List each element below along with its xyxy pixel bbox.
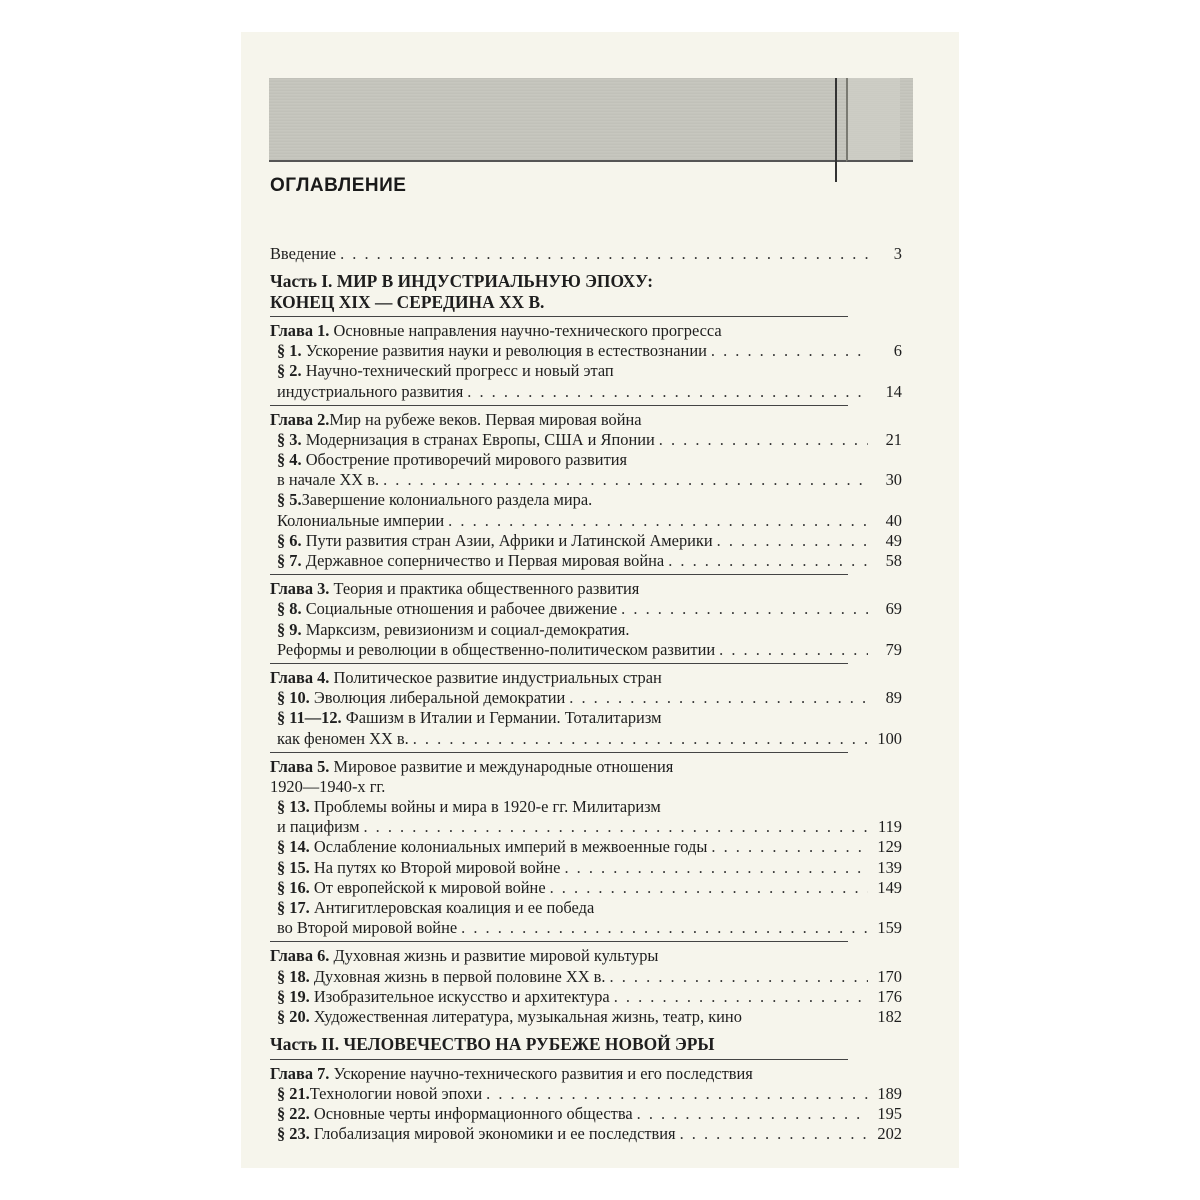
section-number: § 9. [277, 619, 302, 639]
chapter-label: Глава 7. [270, 1063, 330, 1083]
toc-page-number: 89 [885, 688, 902, 708]
dot-leader [621, 599, 868, 619]
toc-page-number: 119 [878, 817, 902, 837]
section-title: Социальные отношения и рабочее движение [301, 599, 618, 619]
section-title: Фашизм в Италии и Германии. Тоталитаризм [341, 708, 662, 728]
toc-section-17-cont [270, 918, 902, 938]
section-number: § 21. [277, 1083, 310, 1103]
dot-leader [668, 551, 868, 571]
toc-page-number: 58 [885, 551, 902, 571]
section-title: Технологии новой эпохи [309, 1083, 483, 1103]
section-title: Пути развития стран Азии, Африки и Латинской Америки [301, 530, 713, 550]
toc-section-21 [270, 1084, 902, 1104]
dot-leader [486, 1084, 868, 1104]
section-title: Антигитлеровская коалиция и ее победа [309, 898, 595, 918]
toc-section-1 [270, 341, 902, 361]
toc-page-number: 40 [885, 510, 902, 530]
section-number: § 6. [277, 530, 302, 550]
toc-section-11-12-cont [270, 729, 902, 749]
book-page [241, 32, 959, 1168]
toc-page-number: 129 [877, 837, 902, 857]
chapter-separator [270, 316, 848, 317]
section-number: § 1. [277, 341, 302, 361]
toc-entry-intro [270, 244, 902, 264]
toc-chapter-5 [270, 757, 902, 777]
toc-entry-label: Введение [270, 244, 337, 263]
section-title: Завершение колониального раздела мира. [301, 490, 593, 510]
dot-leader [461, 918, 868, 938]
dot-leader [383, 470, 868, 490]
toc-chapter-2 [270, 410, 902, 430]
dot-leader [550, 878, 868, 898]
section-title: в начале XX в. [277, 470, 380, 490]
section-title: Изобразительное искусство и архитектура [309, 986, 610, 1006]
toc-page-number: 69 [885, 599, 902, 619]
section-title: Обострение противоречий мирового развития [301, 450, 628, 470]
toc-section-23 [270, 1124, 902, 1144]
dot-leader [340, 244, 868, 264]
toc-page-number: 202 [877, 1124, 902, 1144]
section-number: § 3. [277, 429, 302, 449]
toc-part-1 [270, 271, 902, 312]
dot-leader [467, 382, 868, 402]
toc-section-20 [270, 1007, 902, 1027]
section-title: Державное соперничество и Первая мировая война [301, 551, 665, 571]
toc-page-number: 30 [885, 470, 902, 490]
section-number: § 22. [277, 1103, 310, 1123]
toc-section-19 [270, 987, 902, 1007]
section-title: Художественная литература, музыкальная жизнь, театр, кино [309, 1006, 742, 1026]
chapter-label: Глава 6. [270, 946, 330, 966]
header-band [269, 78, 913, 162]
toc-page-number: 176 [877, 986, 902, 1006]
toc-section-11-12 [270, 708, 902, 728]
section-title: Эволюция либеральной демократии [309, 688, 566, 708]
toc-chapter-1 [270, 321, 902, 341]
toc-section-10 [270, 688, 902, 708]
section-number: § 20. [277, 1006, 310, 1026]
chapter-label: Глава 4. [270, 667, 330, 687]
chapter-label: Глава 1. [270, 320, 330, 340]
chapter-title: Мировое развитие и международные отношения [329, 756, 674, 776]
section-title: Проблемы войны и мира в 1920-е гг. Милитаризм [309, 797, 661, 817]
toc-section-4 [270, 450, 902, 470]
toc-chapter-7 [270, 1064, 902, 1084]
toc-section-5-cont [270, 511, 902, 531]
section-title: Реформы и революции в общественно-политическом развитии [277, 639, 716, 659]
section-title: Ускорение развития науки и революция в естествознании [301, 341, 707, 361]
chapter-title: Ускорение научно-технического развития и его последствия [329, 1063, 753, 1083]
section-number: § 11—12. [277, 708, 342, 728]
dot-leader [614, 987, 868, 1007]
section-number: § 14. [277, 837, 310, 857]
toc-page-number: 149 [877, 877, 902, 897]
section-title: Основные черты информационного общества [309, 1103, 633, 1123]
section-number: § 2. [277, 361, 302, 381]
toc-page-number: 189 [877, 1083, 902, 1103]
dot-leader [711, 341, 868, 361]
toc-section-22 [270, 1104, 902, 1124]
toc-section-7 [270, 551, 902, 571]
chapter-title: Политическое развитие индустриальных стран [329, 667, 662, 687]
toc-section-16 [270, 878, 902, 898]
section-title: Духовная жизнь в первой половине XX в. [309, 966, 606, 986]
section-number: § 5. [277, 490, 302, 510]
toc-chapter-4 [270, 668, 902, 688]
toc-page-number: 182 [877, 1006, 902, 1026]
chapter-title: Мир на рубеже веков. Первая мировая война [329, 409, 642, 429]
chapter-separator [270, 663, 848, 664]
section-title: Глобализация мировой экономики и ее последствия [309, 1124, 676, 1144]
toc-section-2 [270, 361, 902, 381]
chapter-label: Глава 3. [270, 579, 330, 599]
section-title: Научно-технический прогресс и новый этап [301, 361, 614, 381]
toc-section-4-cont [270, 470, 902, 490]
toc-section-13 [270, 797, 902, 817]
header-divider-line [835, 78, 837, 182]
section-title: На путях ко Второй мировой войне [309, 857, 561, 877]
toc-page-number: 195 [877, 1103, 902, 1123]
chapter-separator [270, 752, 848, 753]
chapter-separator [270, 1059, 848, 1060]
part-title-line: Часть I. МИР В ИНДУСТРИАЛЬНУЮ ЭПОХУ: [270, 271, 654, 292]
toc-page-number: 21 [885, 429, 902, 449]
dot-leader [413, 729, 868, 749]
dot-leader [659, 430, 868, 450]
section-number: § 15. [277, 857, 310, 877]
toc-section-14 [270, 837, 902, 857]
dot-leader [448, 511, 868, 531]
section-number: § 23. [277, 1124, 310, 1144]
dot-leader [637, 1104, 868, 1124]
toc-section-6 [270, 531, 902, 551]
toc-chapter-5-cont [270, 777, 902, 797]
toc-page-number: 49 [885, 530, 902, 550]
section-title: и пацифизм [277, 817, 360, 837]
toc-section-9-cont [270, 640, 902, 660]
table-of-contents [270, 244, 902, 1144]
toc-page-number: 3 [893, 244, 902, 263]
toc-page-number: 6 [893, 341, 902, 361]
toc-part-2 [270, 1034, 902, 1054]
toc-page-number: 159 [877, 918, 902, 938]
chapter-separator [270, 405, 848, 406]
toc-page-number: 14 [885, 381, 902, 401]
toc-section-3 [270, 430, 902, 450]
page-title: ОГЛАВЛЕНИЕ [270, 175, 407, 196]
section-title: во Второй мировой войне [277, 918, 458, 938]
part-title-line: КОНЕЦ XIX — СЕРЕДИНА XX В. [270, 291, 545, 312]
toc-section-8 [270, 599, 902, 619]
toc-section-18 [270, 967, 902, 987]
chapter-title: Духовная жизнь и развитие мировой культуры [329, 946, 659, 966]
chapter-label: Глава 2. [270, 409, 330, 429]
toc-page-number: 170 [877, 966, 902, 986]
section-number: § 4. [277, 450, 302, 470]
section-number: § 17. [277, 898, 310, 918]
toc-page-number: 100 [877, 728, 902, 748]
header-band-tab [846, 78, 900, 162]
toc-page-number: 79 [885, 639, 902, 659]
dot-leader [719, 640, 868, 660]
section-title: Модернизация в странах Европы, США и Японии [301, 429, 655, 449]
toc-section-5 [270, 490, 902, 510]
toc-chapter-3 [270, 579, 902, 599]
section-title: Ослабление колониальных империй в межвоенные годы [309, 837, 708, 857]
toc-section-17 [270, 898, 902, 918]
chapter-label: Глава 5. [270, 756, 330, 776]
toc-section-2-cont [270, 382, 902, 402]
chapter-title: 1920—1940-х гг. [270, 776, 386, 796]
dot-leader [717, 531, 868, 551]
section-title: От европейской к мировой войне [309, 877, 546, 897]
section-number: § 8. [277, 599, 302, 619]
toc-page-number: 139 [877, 857, 902, 877]
toc-section-9 [270, 620, 902, 640]
dot-leader [610, 967, 868, 987]
section-title: Колониальные империи [277, 510, 445, 530]
chapter-title: Теория и практика общественного развития [329, 579, 640, 599]
section-number: § 7. [277, 551, 302, 571]
section-title: как феномен XX в. [277, 728, 409, 748]
section-title: индустриального развития [277, 381, 464, 401]
chapter-title: Основные направления научно-технического прогресса [329, 320, 722, 340]
chapter-separator [270, 574, 848, 575]
dot-leader [711, 837, 868, 857]
dot-leader [564, 858, 868, 878]
toc-chapter-6 [270, 946, 902, 966]
section-number: § 13. [277, 797, 310, 817]
dot-leader [680, 1124, 868, 1144]
section-number: § 10. [277, 688, 310, 708]
section-number: § 19. [277, 986, 310, 1006]
dot-leader [569, 688, 868, 708]
part-title-line: Часть II. ЧЕЛОВЕЧЕСТВО НА РУБЕЖЕ НОВОЙ ЭРЫ [270, 1034, 715, 1055]
chapter-separator [270, 941, 848, 942]
toc-section-13-cont [270, 817, 902, 837]
section-number: § 16. [277, 877, 310, 897]
dot-leader [363, 817, 868, 837]
section-number: § 18. [277, 966, 310, 986]
section-title: Марксизм, ревизионизм и социал-демократия. [301, 619, 630, 639]
toc-section-15 [270, 858, 902, 878]
